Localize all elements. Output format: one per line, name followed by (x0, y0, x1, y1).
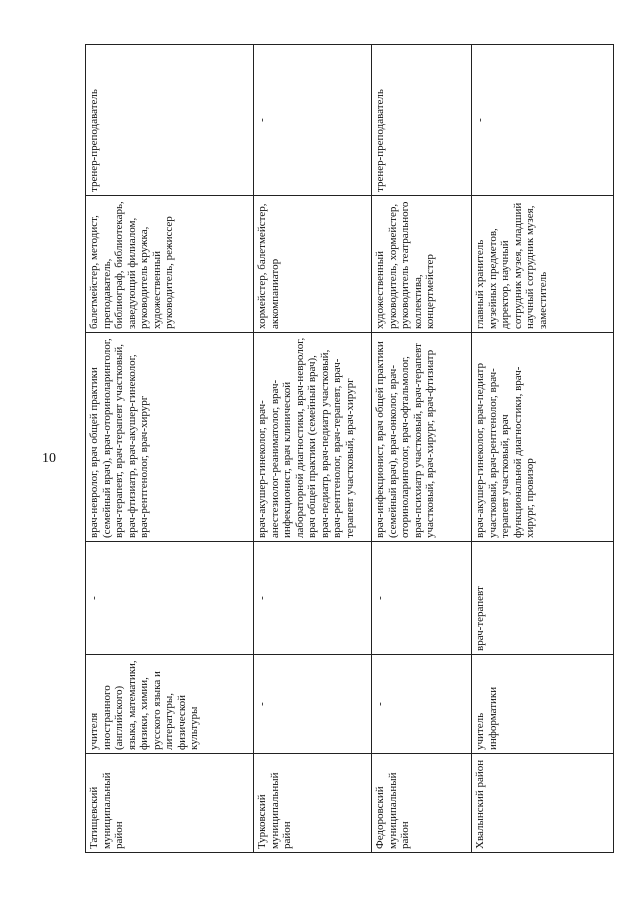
district-cell: Татищевский муниципальный район (86, 754, 254, 853)
col3-cell: - (372, 542, 472, 655)
sport-cell: - (472, 45, 614, 196)
table-row (372, 45, 472, 853)
table-row (472, 45, 614, 853)
doctors-cell: врач-акушер-гинеколог, врач-анестезиолог-реаниматолог, врач-инфекционист, врач клинической лабораторной диагностики, врач-невролог, врач общей практики (семейный врач), врач-педиатр, врач-педиатр участковый, врач-рентгенолог, врач-терапевт, врач-терапевт участковый, врач-хирург (254, 333, 372, 542)
culture-cell: художественный руководитель, хормейстер, руководитель театрального коллектива, концертмейстер (372, 196, 472, 333)
rotated-table-container (85, 45, 613, 853)
district-cell: Федоровский муниципальный район (372, 754, 472, 853)
teachers-cell: учителя иностранного (английского) языка, математики, физики, химии, русского языка и литературы, физической культуры (86, 655, 254, 754)
teachers-cell: - (254, 655, 372, 754)
district-cell: Турковский муниципальный район (254, 754, 372, 853)
sport-cell: - (254, 45, 372, 196)
sport-cell: тренер-преподаватель (86, 45, 254, 196)
culture-cell: балетмейстер, методист, преподаватель, библиограф, библиотекарь, заведующий филиалом, руководитель кружка, художественный руководитель, режиссер (86, 196, 254, 333)
vacancy-table (85, 44, 614, 853)
district-cell: Хвалынский район (472, 754, 614, 853)
table-row (254, 45, 372, 853)
culture-cell: главный хранитель музейных предметов, директор, научный сотрудник музея, младший научный сотрудник музея, заместитель (472, 196, 614, 333)
page-number: 10 (42, 451, 56, 466)
col3-cell: - (86, 542, 254, 655)
culture-cell: хормейстер, балетмейстер, аккомпаниатор (254, 196, 372, 333)
teachers-cell: - (372, 655, 472, 754)
doctors-cell: врач-акушер-гинеколог, врач-педиатр участковый, врач-рентгенолог, врач-терапевт участковый, врач функциональной диагностики, врач-хирург, провизор (472, 333, 614, 542)
col3-cell: врач-терапевт (472, 542, 614, 655)
col3-cell: - (254, 542, 372, 655)
doctors-cell: врач-невролог, врач общей практики (семейный врач), врач-оториноларинголог, врач-терапевт, врач-терапевт участковый, врач-фтизиатр, врач-акушер-гинеколог, врач-рентгенолог, врач-хирург (86, 333, 254, 542)
teachers-cell: учитель информатики (472, 655, 614, 754)
table-row (86, 45, 254, 853)
doctors-cell: врач-инфекционист, врач общей практики (семейный врач), врач-онколог, врач-оториноларинголог, врач-офтальмолог, врач-психиатр участковый, врач-терапевт участковый, врач-хирург, врач-фтизиатр (372, 333, 472, 542)
sport-cell: тренер-преподаватель (372, 45, 472, 196)
